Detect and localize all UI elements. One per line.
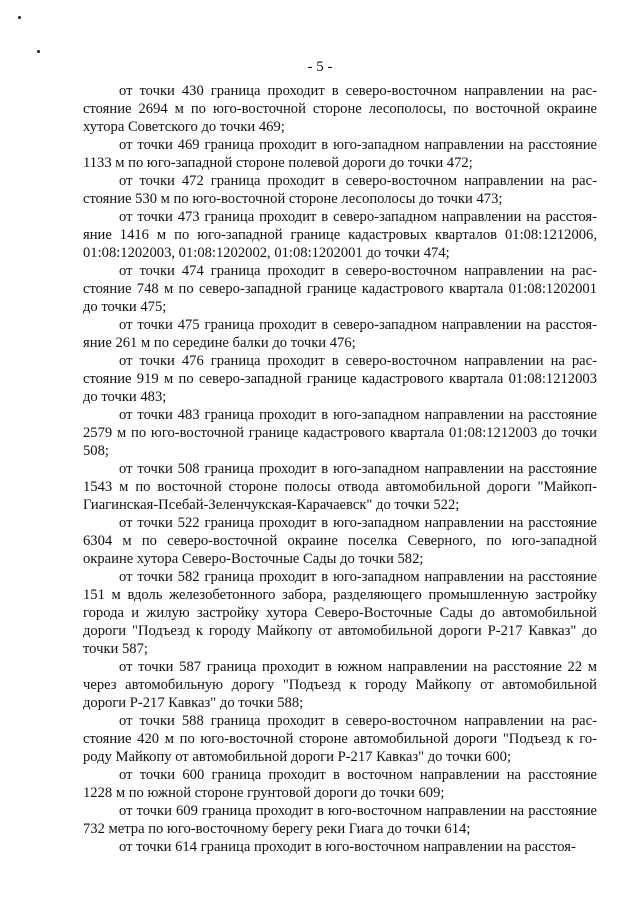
paragraph: от точки 475 граница проходит в северо-западном направлении на расстояяние 261 м по середине балки до точки 476; — [83, 317, 597, 351]
paragraph: от точки 609 граница проходит в юго-восточном направлении на расстояние 732 метра по юго-восточному берегу реки Гиага до точки 614; — [83, 803, 597, 837]
scan-speck — [18, 16, 21, 19]
paragraph: от точки 508 граница проходит в юго-западном направлении на расстояние 1543 м по восточной стороне полосы отвода автомобильной дороги "Майкоп-Гиагинская-Псебай-Зеленчукская-Карачаевск" до точки 522; — [83, 461, 597, 513]
paragraph: от точки 588 граница проходит в северо-восточном направлении на расстояние 420 м по юго-восточной стороне автомобильной дороги "Подъезд к городу Майкопу от автомобильной дороги Р-217 Кавказ" до точки 600; — [83, 713, 597, 765]
paragraph: от точки 522 граница проходит в юго-западном направлении на расстояние 6304 м по северо-восточной окраине поселка Северного, по юго-западной окраине хутора Северо-Восточные Сады до точки 582; — [83, 515, 597, 567]
paragraph: от точки 614 граница проходит в юго-восточном направлении на расстоя- — [119, 839, 576, 855]
paragraph: от точки 472 граница проходит в северо-восточном направлении на расстояние 530 м по юго-восточной стороне лесополосы до точки 473; — [83, 173, 597, 207]
paragraph: от точки 582 граница проходит в юго-западном направлении на расстояние 151 м вдоль железобетонного забора, разделяющего промышленную застройку города и жилую застройку хутора Северо-Восточные Сады до автомобильной дороги "Подъезд к городу Майкопу от автомобильной дороги Р-217 Кавказ" до точки 587; — [83, 569, 597, 657]
paragraph: от точки 587 граница проходит в южном направлении на расстояние 22 м через автомобильную дорогу "Подъезд к городу Майкопу от автомобильной дороги Р-217 Кавказ" до точки 588; — [83, 659, 597, 711]
paragraph: от точки 474 граница проходит в северо-восточном направлении на расстояние 748 м по северо-западной границе кадастрового квартала 01:08:1202001 до точки 475; — [83, 263, 597, 315]
paragraph: от точки 469 граница проходит в юго-западном направлении на расстояние 1133 м по юго-западной стороне полевой дороги до точки 472; — [83, 137, 597, 171]
paragraph: от точки 473 граница проходит в северо-западном направлении на расстояяние 1416 м по юго-западной границе кадастровых кварталов 01:08:1212006, 01:08:1202003, 01:08:1202002, 01:08:1202001 до точки 474; — [83, 209, 597, 261]
page-number: - 5 - — [307, 59, 333, 75]
paragraph: от точки 483 граница проходит в юго-западном направлении на расстояние 2579 м по юго-восточной границе кадастрового квартала 01:08:1212003 до точки 508; — [83, 407, 597, 459]
document-body — [83, 82, 597, 856]
paragraph: от точки 476 граница проходит в северо-восточном направлении на расстояние 919 м по северо-западной границе кадастрового квартала 01:08:1212003 до точки 483; — [83, 353, 597, 405]
scan-speck — [37, 50, 40, 53]
paragraph: от точки 430 граница проходит в северо-восточном направлении на расстояние 2694 м по юго-восточной стороне лесополосы, по восточной окраине хутора Советского до точки 469; — [83, 83, 597, 135]
paragraph: от точки 600 граница проходит в восточном направлении на расстояние 1228 м по южной стороне грунтовой дороги до точки 609; — [83, 767, 597, 801]
